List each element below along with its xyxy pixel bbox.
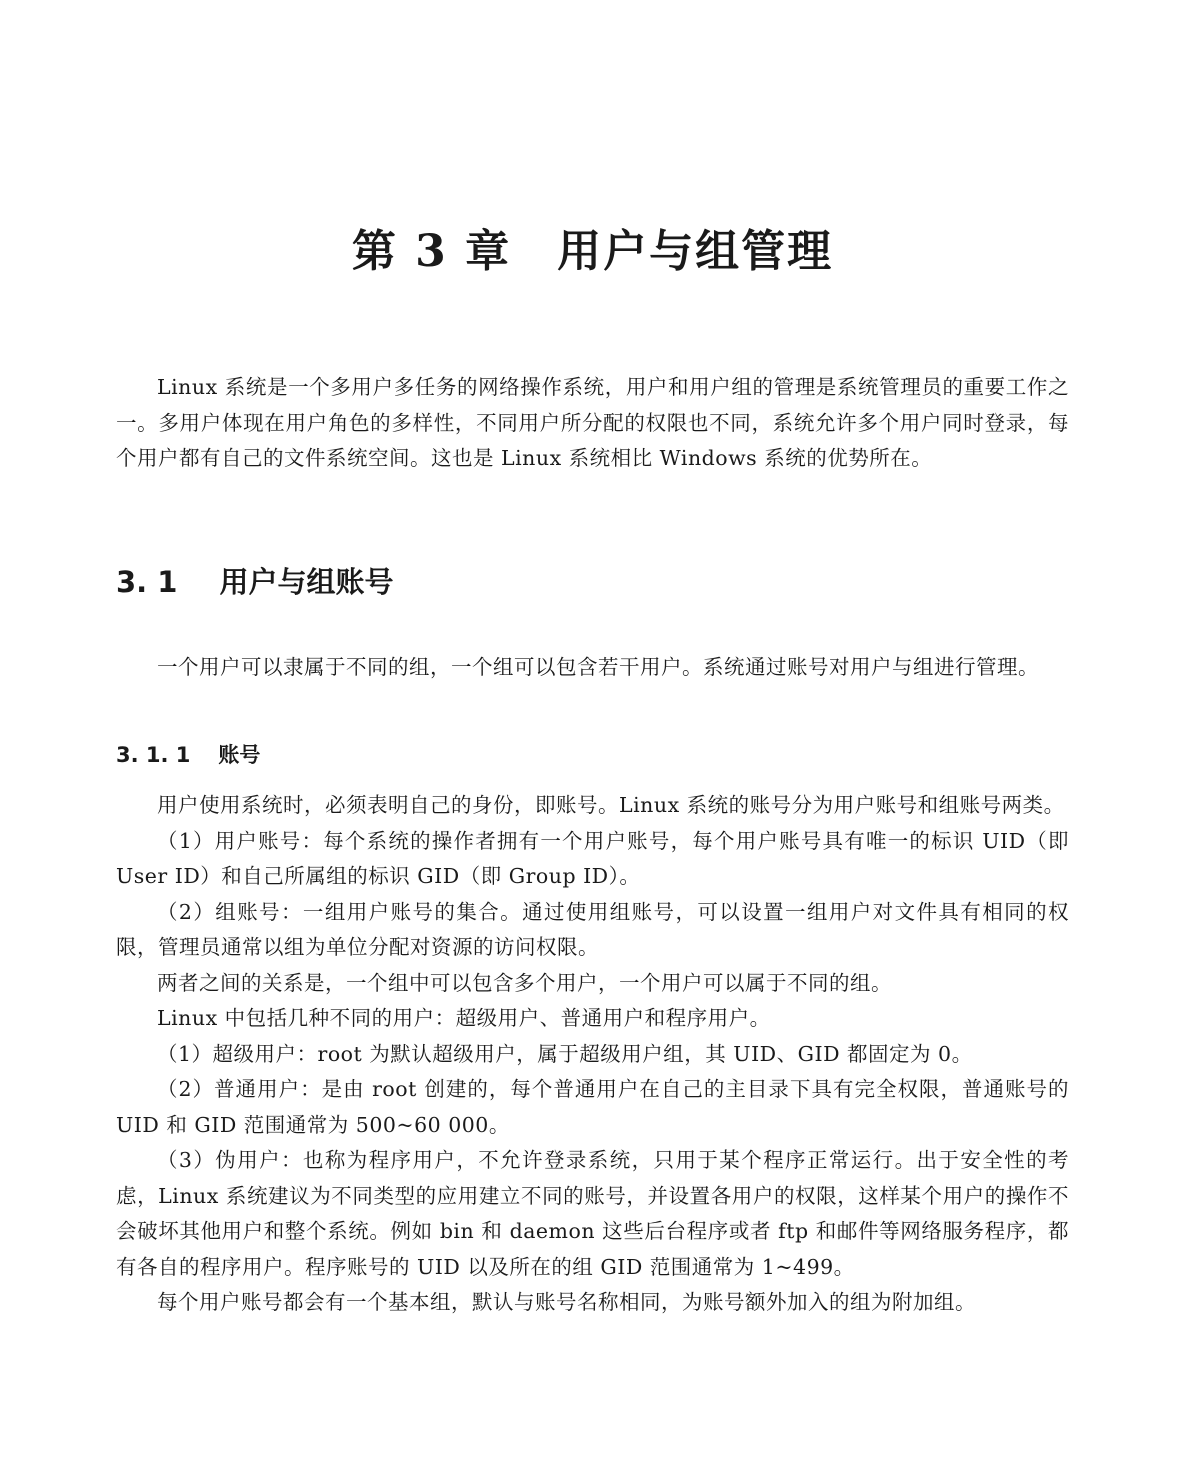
section-number: 3. 1 <box>116 565 178 599</box>
body-paragraph: 每个用户账号都会有一个基本组，默认与账号名称相同，为账号额外加入的组为附加组。 <box>157 1290 976 1314</box>
chapter-title-text: 用户与组管理 <box>557 226 834 277</box>
body-paragraph: 两者之间的关系是，一个组中可以包含多个用户，一个用户可以属于不同的组。 <box>157 970 892 995</box>
body-paragraph: 用户使用系统时，必须表明自己的身份，即账号。Linux 系统的账号分为用户账号和组账号两类。 <box>157 793 1065 817</box>
body-paragraph: （1）用户账号：每个系统的操作者拥有一个用户账号，每个用户账号具有唯一的标识 UID（即 User ID）和自己所属组的标识 GID（即 Group ID）。 <box>116 828 1069 888</box>
section-title-text: 用户与组账号 <box>219 565 394 599</box>
subsection-title-text: 账号 <box>218 743 261 767</box>
body-paragraph: （1）超级用户：root 为默认超级用户，属于超级用户组，其 UID、GID 都固定为 0。 <box>157 1041 973 1066</box>
chapter-number: 第 3 章 <box>351 226 512 277</box>
body-paragraph: Linux 中包括几种不同的用户：超级用户、普通用户和程序用户。 <box>157 1006 771 1030</box>
body-paragraph: （2）组账号：一组用户账号的集合。通过使用组账号，可以设置一组用户对文件具有相同的权限，管理员通常以组为单位分配对资源的访问权限。 <box>116 899 1069 959</box>
chapter-title <box>116 222 1069 282</box>
section-intro <box>116 650 1069 686</box>
subsection-number: 3. 1. 1 <box>116 743 191 767</box>
section-title <box>116 562 394 602</box>
body-paragraph: （2）普通用户：是由 root 创建的，每个普通用户在自己的主目录下具有完全权限，普通账号的 UID 和 GID 范围通常为 500~60 000。 <box>116 1077 1069 1137</box>
subsection-body <box>116 788 1069 1321</box>
subsection-title <box>116 740 260 770</box>
section-intro-paragraph: 一个用户可以隶属于不同的组，一个组可以包含若干用户。系统通过账号对用户与组进行管理。 <box>157 655 1039 679</box>
chapter-intro <box>116 370 1069 477</box>
body-paragraph: （3）伪用户：也称为程序用户，不允许登录系统，只用于某个程序正常运行。出于安全性的考虑，Linux 系统建议为不同类型的应用建立不同的账号，并设置各用户的权限，这样某个用户的操作不会破坏其他用户和整个系统。例如 bin 和 daemon 这些后台程序或者 ftp 和邮件等网络服务程序，都有各自的程序用户。程序账号的 UID 以及所在的组 GID 范围通常为 1~499。 <box>116 1148 1069 1279</box>
intro-paragraph: Linux 系统是一个多用户多任务的网络操作系统，用户和用户组的管理是系统管理员的重要工作之一。多用户体现在用户角色的多样性，不同用户所分配的权限也不同，系统允许多个用户同时登录，每个用户都有自己的文件系统空间。这也是 Linux 系统相比 Windows 系统的优势所在。 <box>116 375 1069 470</box>
